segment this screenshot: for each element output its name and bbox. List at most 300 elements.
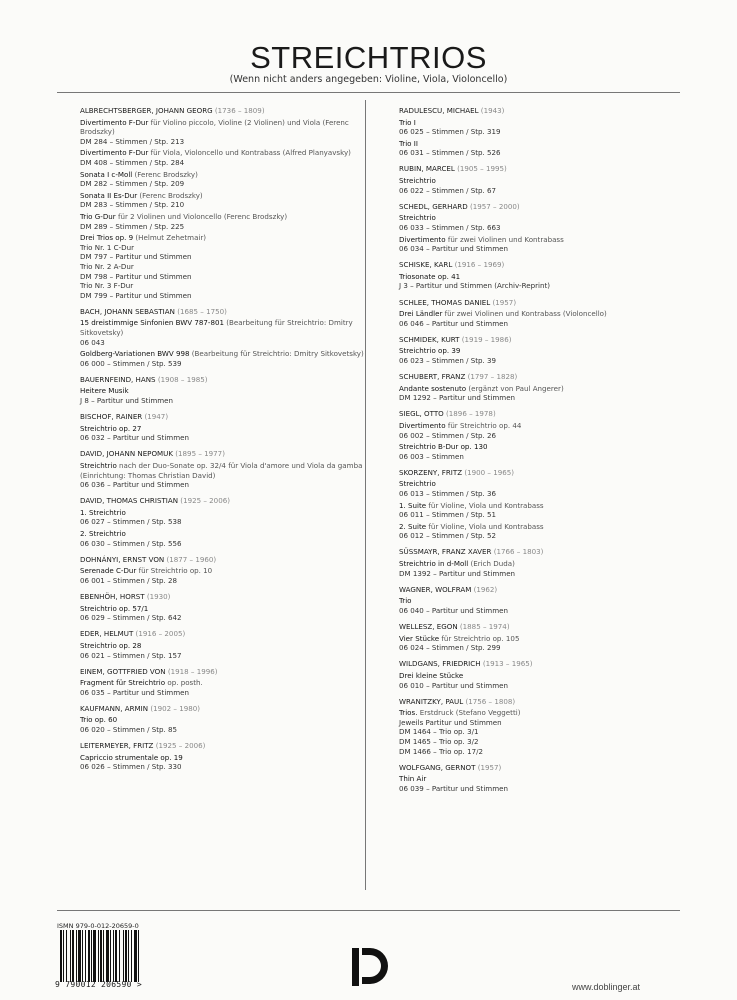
work-title: Trio II — [399, 138, 418, 148]
composer-heading — [399, 298, 699, 308]
edition-line: DM 799 – Partitur und Stimmen — [80, 290, 192, 300]
composer-entry — [399, 202, 699, 254]
work-title: Goldberg-Variationen BWV 998 — [80, 349, 190, 359]
composer-heading — [399, 335, 699, 345]
work-title-line — [80, 678, 380, 688]
work-note: nach der Duo-Sonate op. 32/4 für Viola d'amore und Viola da gamba (Einrichtung: Thomas Christian David) — [80, 461, 363, 480]
work-title: 15 dreistimmige Sinfonien BWV 787-801 — [80, 318, 225, 328]
work-title-line — [399, 272, 699, 282]
work-title-line — [80, 604, 380, 614]
composer-dates: (1919 – 1986) — [461, 334, 512, 344]
work-title-line — [399, 421, 699, 431]
composer-heading — [399, 164, 699, 174]
composer-entry — [80, 629, 380, 660]
composer-name: SIEGL, OTTO — [399, 409, 444, 419]
edition-line: 06 039 – Partitur und Stimmen — [399, 783, 508, 793]
composer-heading — [399, 106, 699, 116]
work-note: für Streichtrio op. 10 — [136, 566, 213, 576]
composer-name: RUBIN, MARCEL — [399, 164, 455, 174]
page-subtitle: (Wenn nicht anders angegeben: Violine, Viola, Violoncello) — [229, 74, 508, 85]
work-note: op. posth. — [165, 678, 203, 688]
composer-dates: (1930) — [146, 592, 171, 602]
composer-entry — [399, 409, 699, 461]
composer-heading — [80, 375, 380, 385]
composer-dates: (1916 – 2005) — [135, 629, 186, 639]
edition-line: 06 011 – Stimmen / Stp. 51 — [399, 510, 497, 520]
edition-line: 06 032 – Partitur und Stimmen — [80, 433, 189, 443]
edition-line: 06 000 – Stimmen / Stp. 539 — [80, 358, 182, 368]
composer-entry — [399, 763, 699, 794]
composer-dates: (1736 – 1809) — [214, 106, 265, 115]
composer-entry — [399, 547, 699, 578]
work-title: Divertimento — [399, 234, 446, 244]
composer-entry — [80, 307, 380, 369]
work-title: Streichtrio in d-Moll — [399, 559, 469, 569]
edition-line: DM 282 – Stimmen / Stp. 209 — [80, 179, 185, 189]
edition-line: J 3 – Partitur und Stimmen (Archiv-Reprint) — [399, 281, 551, 291]
composer-entry — [399, 622, 699, 653]
work-title: Andante sostenuto — [399, 383, 467, 393]
work-title-line — [399, 118, 699, 128]
composer-entry — [399, 659, 699, 690]
work-title: Streichtrio op. 57/1 — [80, 603, 149, 613]
composer-heading — [80, 741, 380, 751]
composer-heading — [80, 592, 380, 602]
work-title: Thin Air — [399, 774, 427, 784]
work-title-line — [80, 170, 380, 180]
composer-heading — [399, 547, 699, 557]
work-title: Sonata II Es-Dur — [80, 190, 138, 200]
composer-name: SCHUBERT, FRANZ — [399, 372, 466, 382]
edition-line: 06 020 – Stimmen / Stp. 85 — [80, 725, 178, 735]
composer-entry — [80, 412, 380, 443]
work-title-line — [399, 671, 699, 681]
composer-name: SCHEDL, GERHARD — [399, 201, 468, 211]
composer-heading — [399, 763, 699, 773]
composer-entry — [80, 449, 380, 489]
composer-dates: (1957) — [492, 297, 517, 307]
composer-entry — [80, 704, 380, 735]
composer-dates: (1943) — [480, 106, 505, 115]
work-item — [399, 634, 699, 653]
composer-heading — [399, 468, 699, 478]
composer-name: RADULESCU, MICHAEL — [399, 106, 479, 115]
work-title: Divertimento F-Dur — [80, 117, 149, 127]
ismn-number: ISMN 979-0-012-20659-0 — [57, 922, 139, 930]
work-item — [399, 442, 699, 461]
composer-dates: (1885 – 1974) — [459, 622, 510, 632]
edition-line: DM 798 – Partitur und Stimmen — [80, 271, 192, 281]
composer-heading — [80, 106, 380, 116]
work-item — [80, 318, 380, 347]
work-title: Streichtrio op. 28 — [80, 640, 142, 650]
work-item — [80, 233, 380, 300]
work-note: für Streichtrio op. 44 — [445, 420, 522, 430]
work-title-line — [399, 634, 699, 644]
edition-line: 06 034 – Partitur und Stimmen — [399, 244, 508, 254]
work-item — [399, 235, 699, 254]
composer-dates: (1913 – 1965) — [482, 659, 533, 669]
composer-name: SCHISKE, KARL — [399, 260, 453, 270]
work-item — [80, 641, 380, 660]
composer-dates: (1916 – 1969) — [454, 260, 505, 270]
composer-entry — [399, 260, 699, 291]
composer-dates: (1896 – 1978) — [446, 409, 496, 419]
edition-line: DM 797 – Partitur und Stimmen — [80, 252, 192, 262]
composer-heading — [399, 659, 699, 669]
work-note: (Ferenc Brodszky) — [137, 190, 203, 200]
composer-entry — [80, 496, 380, 548]
work-note: für zwei Violinen und Kontrabass (Violoncello) — [442, 309, 607, 319]
work-note: für Viola, Violoncello und Kontrabass (Alfred Planyavsky) — [148, 148, 351, 158]
work-title-line — [80, 118, 380, 137]
composer-name: WELLESZ, EGON — [399, 622, 458, 632]
work-item — [399, 671, 699, 690]
composer-dates: (1877 – 1960) — [166, 554, 217, 564]
work-title: Streichtrio op. 27 — [80, 423, 142, 433]
work-note: für Violine, Viola und Kontrabass — [426, 521, 544, 531]
barcode — [60, 930, 172, 982]
composer-dates: (1797 – 1828) — [467, 372, 518, 382]
work-title-line — [80, 715, 380, 725]
composer-name: DAVID, THOMAS CHRISTIAN — [80, 496, 179, 506]
work-item — [399, 384, 699, 403]
composer-dates: (1962) — [473, 584, 498, 594]
work-title: Heitere Musik — [80, 386, 129, 396]
work-item — [399, 421, 699, 440]
website-link[interactable]: www.doblinger.at — [572, 982, 641, 992]
work-item — [80, 753, 380, 772]
composer-name: WOLFGANG, GERNOT — [399, 762, 476, 772]
edition-line: 06 031 – Stimmen / Stp. 526 — [399, 148, 501, 158]
edition-line: DM 1466 – Trio op. 17/2 — [399, 746, 484, 756]
composer-heading — [399, 409, 699, 419]
edition-line: 06 022 – Stimmen / Stp. 67 — [399, 185, 497, 195]
work-item — [399, 708, 699, 756]
work-title: Streichtrio — [399, 479, 436, 489]
top-divider — [57, 92, 680, 93]
work-item — [80, 678, 380, 697]
work-item — [399, 774, 699, 793]
work-title-line — [399, 309, 699, 319]
work-item — [80, 170, 380, 189]
composer-name: WAGNER, WOLFRAM — [399, 584, 472, 594]
work-title: Streichtrio op. 39 — [399, 346, 461, 356]
composer-name: LEITERMEYER, FRITZ — [80, 741, 154, 751]
work-title: Triosonate op. 41 — [399, 271, 461, 281]
edition-line: DM 1464 – Trio op. 3/1 — [399, 727, 479, 737]
work-title-line — [399, 479, 699, 489]
barcode-digits: 9 790012 206590 > — [55, 980, 142, 989]
edition-line: 06 046 – Partitur und Stimmen — [399, 318, 508, 328]
edition-line: 06 023 – Stimmen / Stp. 39 — [399, 355, 497, 365]
work-item — [80, 508, 380, 527]
composer-dates: (1685 – 1750) — [177, 306, 227, 316]
work-title-line — [80, 641, 380, 651]
work-title: Divertimento F-Dur — [80, 148, 149, 158]
composer-dates: (1925 – 2006) — [180, 496, 230, 506]
work-title-line — [80, 461, 380, 480]
work-title-line — [80, 566, 380, 576]
work-item — [80, 461, 380, 490]
composer-heading — [80, 449, 380, 459]
edition-line: 06 043 — [80, 337, 105, 347]
work-item — [80, 148, 380, 167]
edition-line: 06 026 – Stimmen / Stp. 330 — [80, 762, 182, 772]
work-title-line — [399, 522, 699, 532]
work-title: Divertimento — [399, 420, 446, 430]
composer-name: KAUFMANN, ARMIN — [80, 703, 149, 713]
work-item — [80, 604, 380, 623]
edition-line: DM 1465 – Trio op. 3/2 — [399, 736, 479, 746]
work-title: Drei kleine Stücke — [399, 670, 464, 680]
work-item — [399, 272, 699, 291]
work-item — [80, 212, 380, 231]
work-item — [80, 118, 380, 147]
work-title-line — [80, 424, 380, 434]
work-title-line — [80, 148, 380, 158]
composer-entry — [80, 741, 380, 772]
composer-heading — [80, 496, 380, 506]
composer-dates: (1756 – 1808) — [465, 696, 516, 706]
work-title-line — [399, 501, 699, 511]
edition-line: 06 024 – Stimmen / Stp. 299 — [399, 643, 501, 653]
work-item — [80, 715, 380, 734]
composer-entry — [80, 667, 380, 698]
work-title: Streichtrio — [80, 461, 117, 470]
composer-dates: (1925 – 2006) — [155, 741, 206, 751]
edition-line: DM 1292 – Partitur und Stimmen — [399, 393, 516, 403]
work-note: (Helmut Zehetmair) — [133, 233, 207, 243]
edition-line: 06 035 – Partitur und Stimmen — [80, 687, 189, 697]
work-title: Fragment für Streichtrio — [80, 678, 166, 688]
publisher-logo-icon — [350, 944, 390, 988]
work-item — [399, 309, 699, 328]
composer-dates: (1902 – 1980) — [150, 703, 201, 713]
composer-entry — [399, 468, 699, 541]
composer-heading — [80, 629, 380, 639]
composer-dates: (1905 – 1995) — [457, 164, 507, 174]
work-title: Trio I — [399, 117, 416, 127]
page-title: STREICHTRIOS — [250, 40, 487, 75]
work-item — [399, 118, 699, 137]
work-title: Trio op. 60 — [80, 715, 118, 725]
work-title: Streichtrio — [399, 213, 436, 223]
composer-heading — [80, 412, 380, 422]
work-title-line — [80, 212, 380, 222]
composer-entry — [80, 375, 380, 406]
work-note: (ergänzt von Paul Angerer) — [466, 383, 564, 393]
left-column — [80, 106, 380, 778]
composer-entry — [399, 164, 699, 195]
work-title-line — [80, 233, 380, 243]
composer-entry — [399, 372, 699, 403]
composer-dates: (1957 – 2000) — [469, 201, 520, 211]
edition-line: 06 013 – Stimmen / Stp. 36 — [399, 489, 497, 498]
composer-name: DOHNÁNYI, ERNST VON — [80, 554, 165, 564]
composer-entry — [399, 585, 699, 616]
work-title-line — [399, 559, 699, 569]
work-title-line — [399, 442, 699, 452]
work-title-line — [399, 384, 699, 394]
work-title: Drei Trios op. 9 — [80, 233, 134, 243]
composer-heading — [399, 697, 699, 707]
work-note: (Bearbeitung für Streichtrio: Dmitry Sitkovetsky) — [189, 349, 364, 359]
work-title: Drei Ländler — [399, 309, 443, 319]
work-title-line — [80, 508, 380, 518]
composer-name: BACH, JOHANN SEBASTIAN — [80, 306, 175, 316]
composer-heading — [399, 260, 699, 270]
work-title-line — [80, 191, 380, 201]
edition-line: 06 021 – Stimmen / Stp. 157 — [80, 650, 182, 660]
work-note: für Violine, Viola und Kontrabass — [426, 500, 544, 510]
work-note: für Violino piccolo, Violine (2 Violinen) und Viola (Ferenc Brodszky) — [80, 117, 349, 137]
edition-line: 06 027 – Stimmen / Stp. 538 — [80, 517, 182, 527]
work-item — [399, 522, 699, 541]
right-column — [399, 106, 699, 800]
work-title: 2. Streichtrio — [80, 529, 126, 539]
composer-entry — [399, 697, 699, 757]
edition-line: 06 040 – Partitur und Stimmen — [399, 605, 508, 615]
composer-heading — [80, 307, 380, 317]
composer-heading — [399, 622, 699, 632]
work-note: für 2 Violinen und Violoncello (Ferenc Brodszky) — [115, 211, 288, 221]
work-title-line — [399, 176, 699, 186]
edition-line: 06 002 – Stimmen / Stp. 26 — [399, 430, 497, 440]
work-title-line — [80, 753, 380, 763]
barcode-bar — [139, 930, 141, 982]
work-title-line — [399, 213, 699, 223]
work-item — [399, 213, 699, 232]
work-note: Erstdruck (Stefano Veggetti) — [417, 708, 521, 718]
composer-entry — [399, 335, 699, 366]
work-title-line — [80, 386, 380, 396]
composer-dates: (1957) — [477, 762, 502, 772]
edition-line: 06 003 – Stimmen — [399, 451, 464, 461]
composer-name: EINEM, GOTTFRIED VON — [80, 666, 166, 676]
work-title: Capriccio strumentale op. 19 — [80, 752, 183, 762]
edition-line: DM 289 – Stimmen / Stp. 225 — [80, 221, 185, 231]
work-note: für Streichtrio op. 105 — [439, 633, 520, 643]
composer-name: ALBRECHTSBERGER, JOHANN GEORG — [80, 106, 213, 115]
work-item — [399, 176, 699, 195]
work-title: 1. Streichtrio — [80, 507, 126, 517]
composer-heading — [399, 585, 699, 595]
edition-line: 06 029 – Stimmen / Stp. 642 — [80, 613, 182, 623]
work-item — [80, 529, 380, 548]
work-note: (Erich Duda) — [468, 559, 515, 569]
composer-name: EDER, HELMUT — [80, 629, 134, 639]
composer-entry — [399, 106, 699, 158]
work-item — [80, 566, 380, 585]
edition-line: DM 283 – Stimmen / Stp. 210 — [80, 200, 185, 210]
work-item — [399, 596, 699, 615]
work-title-line — [399, 596, 699, 606]
composer-heading — [399, 372, 699, 382]
work-item — [80, 424, 380, 443]
composer-dates: (1900 – 1965) — [464, 467, 515, 477]
edition-line: 06 030 – Stimmen / Stp. 556 — [80, 538, 182, 548]
work-title: Vier Stücke — [399, 633, 440, 643]
work-item — [399, 559, 699, 578]
composer-name: SCHMIDEK, KURT — [399, 334, 460, 344]
composer-name: EBENHÖH, HORST — [80, 592, 145, 602]
work-title: 2. Suite — [399, 521, 427, 531]
edition-line: Jeweils Partitur und Stimmen — [399, 717, 502, 727]
work-title: Serenade C-Dur — [80, 566, 137, 576]
edition-line: 06 025 – Stimmen / Stp. 319 — [399, 127, 501, 137]
work-item — [80, 349, 380, 368]
composer-entry — [80, 592, 380, 623]
work-title: Trio — [399, 596, 412, 606]
edition-line: Trio Nr. 1 C-Dur — [80, 242, 135, 252]
edition-line: Trio Nr. 2 A-Dur — [80, 261, 134, 271]
composer-heading — [399, 202, 699, 212]
composer-name: SÜSSMAYR, FRANZ XAVER — [399, 547, 492, 557]
composer-name: WILDGANS, FRIEDRICH — [399, 659, 481, 669]
work-title: Trio G-Dur — [80, 211, 116, 221]
edition-line: Trio Nr. 3 F-Dur — [80, 281, 134, 291]
work-item — [80, 386, 380, 405]
composer-entry — [80, 106, 380, 300]
work-item — [399, 479, 699, 498]
work-title-line — [399, 235, 699, 245]
work-title: Streichtrio B-Dur op. 130 — [399, 442, 488, 452]
composer-dates: (1908 – 1985) — [157, 374, 208, 384]
work-title-line — [399, 139, 699, 149]
work-note: (Ferenc Brodszky) — [132, 169, 198, 179]
edition-line: 06 036 – Partitur und Stimmen — [80, 480, 189, 490]
work-title: Sonata I c-Moll — [80, 169, 133, 179]
edition-line: 06 033 – Stimmen / Stp. 663 — [399, 222, 501, 232]
composer-name: WRANITZKY, PAUL — [399, 696, 464, 706]
composer-dates: (1918 – 1996) — [167, 666, 218, 676]
composer-dates: (1947) — [144, 412, 169, 422]
composer-entry — [80, 555, 380, 586]
work-title-line — [399, 708, 699, 718]
edition-line: 06 001 – Stimmen / Stp. 28 — [80, 575, 178, 585]
work-note: für zwei Violinen und Kontrabass — [445, 234, 564, 244]
work-item — [80, 191, 380, 210]
composer-dates: (1766 – 1803) — [493, 547, 544, 557]
edition-line: 06 010 – Partitur und Stimmen — [399, 680, 508, 690]
composer-name: BISCHOF, RAINER — [80, 412, 143, 422]
composer-name: SCHLEE, THOMAS DANIEL — [399, 297, 491, 307]
work-note: (Bearbeitung für Streichtrio: Dmitry Sitkovetsky) — [80, 318, 353, 337]
composer-name: BAUERNFEIND, HANS — [80, 374, 156, 384]
composer-entry — [399, 298, 699, 329]
composer-dates: (1895 – 1977) — [175, 449, 225, 459]
work-title-line — [80, 529, 380, 539]
edition-line: DM 408 – Stimmen / Stp. 284 — [80, 157, 185, 167]
composer-name: SKORZENY, FRITZ — [399, 467, 463, 477]
work-title-line — [80, 349, 380, 359]
work-item — [399, 501, 699, 520]
edition-line: J 8 – Partitur und Stimmen — [80, 396, 174, 406]
edition-line: DM 1392 – Partitur und Stimmen — [399, 568, 516, 578]
work-title-line — [80, 318, 380, 337]
bottom-divider — [57, 910, 680, 911]
work-item — [399, 346, 699, 365]
work-title: Trios. — [399, 708, 418, 718]
work-title: Streichtrio — [399, 176, 436, 186]
edition-line: DM 284 – Stimmen / Stp. 213 — [80, 136, 185, 146]
composer-heading — [80, 704, 380, 714]
work-item — [399, 139, 699, 158]
composer-heading — [80, 555, 380, 565]
composer-name: DAVID, JOHANN NEPOMUK — [80, 449, 173, 459]
work-title-line — [399, 774, 699, 784]
